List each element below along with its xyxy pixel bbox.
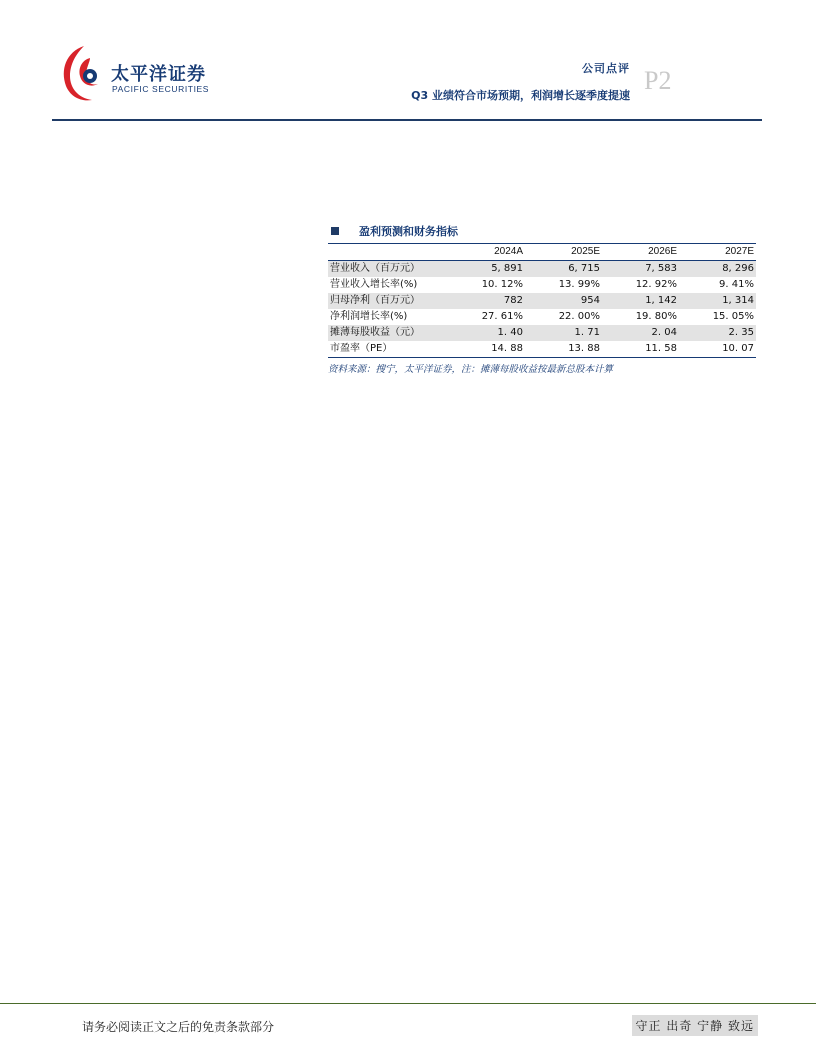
financial-forecast-table (328, 243, 756, 358)
table-row (328, 293, 756, 309)
table-cell: 954 (580, 295, 600, 306)
table-cell: 27. 61% (481, 311, 523, 322)
report-title: Q3 业绩符合市场预期，利润增长逐季度提速 (411, 89, 630, 102)
logo-chinese-name: 太平洋证券 (111, 64, 206, 85)
row-label: 营业收入增长率(%) (330, 279, 418, 290)
logo-english-name: PACIFIC SECURITIES (112, 84, 210, 94)
forecast-table-section (328, 223, 756, 375)
table-header-row (328, 244, 756, 261)
table-cell: 1, 142 (645, 295, 677, 306)
table-cell: 1, 314 (722, 295, 754, 306)
table-cell: 14. 88 (491, 343, 523, 354)
table-cell: 13. 88 (568, 343, 600, 354)
table-cell: 12. 92% (635, 279, 677, 290)
column-header: 2026E (648, 246, 677, 257)
table-cell: 1. 71 (574, 327, 600, 338)
table-cell: 7, 583 (645, 263, 677, 274)
table-cell: 11. 58 (645, 343, 677, 354)
table-cell: 6, 715 (568, 263, 600, 274)
page-number (644, 62, 671, 96)
table-row (328, 277, 756, 293)
disclaimer-note: 请务必阅读正文之后的免责条款部分 (82, 1020, 275, 1034)
table-cell: 22. 00% (558, 311, 600, 322)
column-header: 2024A (494, 246, 523, 257)
table-cell: 10. 07 (722, 343, 754, 354)
table-cell: 782 (503, 295, 523, 306)
row-label: 摊薄每股收益（元） (330, 327, 420, 338)
column-header (328, 244, 448, 261)
row-label: 市盈率（PE） (330, 343, 393, 354)
report-type-label: 公司点评 (582, 62, 630, 75)
table-cell: 1. 40 (497, 327, 523, 338)
table-row (328, 261, 756, 278)
table-cell: 10. 12% (481, 279, 523, 290)
square-bullet-icon (331, 227, 339, 235)
table-cell: 2. 35 (728, 327, 754, 338)
column-header: 2027E (725, 246, 754, 257)
table-row (328, 309, 756, 325)
table-title (328, 223, 756, 239)
table-cell: 19. 80% (635, 311, 677, 322)
row-label: 营业收入（百万元） (330, 263, 420, 274)
page-number-letter: P (644, 66, 659, 95)
table-source-note: 资料来源：搜宁，太平洋证券，注：摊薄每股收益按最新总股本计算 (328, 364, 614, 375)
header-divider (52, 119, 762, 121)
pacific-securities-logo-icon (56, 42, 108, 112)
table-cell: 8, 296 (722, 263, 754, 274)
footer-divider (0, 1003, 816, 1004)
table-cell: 13. 99% (558, 279, 600, 290)
column-header: 2025E (571, 246, 600, 257)
table-cell: 2. 04 (651, 327, 677, 338)
table-cell: 15. 05% (712, 311, 754, 322)
table-title-text: 盈利预测和财务指标 (359, 225, 458, 238)
table-cell: 9. 41% (719, 279, 754, 290)
company-logo (56, 42, 226, 112)
table-row (328, 341, 756, 358)
company-motto: 守正 出奇 宁静 致远 (632, 1015, 758, 1036)
row-label: 净利润增长率(%) (330, 311, 408, 322)
row-label: 归母净利（百万元） (330, 295, 420, 306)
table-row (328, 325, 756, 341)
page-number-digit: 2 (658, 66, 672, 95)
table-cell: 5, 891 (491, 263, 523, 274)
